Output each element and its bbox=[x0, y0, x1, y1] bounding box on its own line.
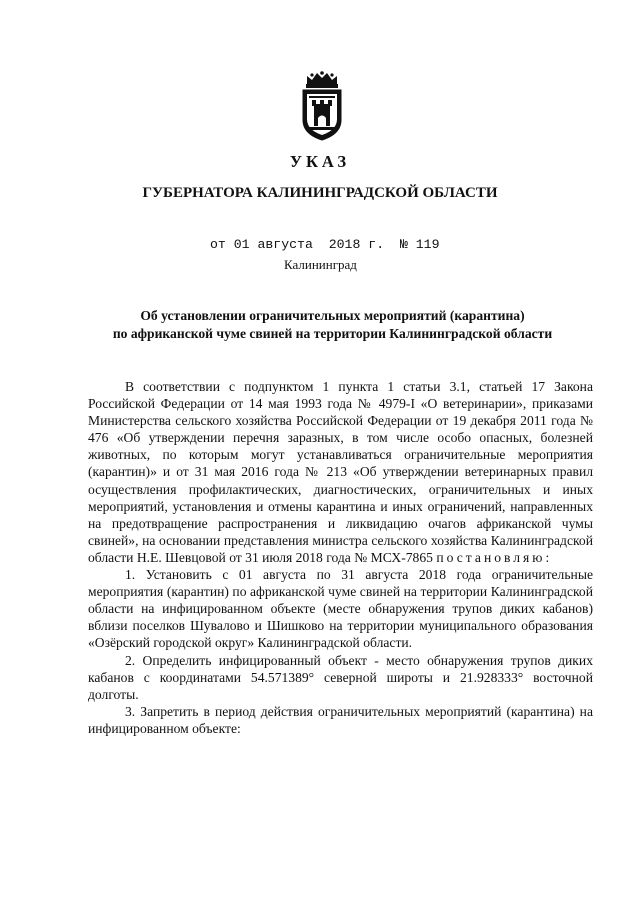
city-line: Калининград bbox=[284, 257, 357, 272]
resolve-word: постановляю: bbox=[436, 549, 553, 565]
item-3-paragraph: 3. Запретить в период действия ограничительных мероприятий (карантина) на инфицированном объекте: bbox=[88, 703, 593, 736]
item-1-paragraph: 1. Установить с 01 августа по 31 августа 2018 года ограничительные мероприятия (карантин) по африканской чуме свиней на территории Калининградской области на инфицированном объекте (месте обнаружения трупов диких кабанов) вблизи поселков Шувалово и Шишково на территории муниципального образования «Озёрский городской округ» Калининградской области. bbox=[88, 567, 593, 651]
document-type-heading: УКАЗ bbox=[289, 152, 351, 171]
issuer-heading: ГУБЕРНАТОРА КАЛИНИНГРАДСКОЙ ОБЛАСТИ bbox=[142, 185, 498, 201]
preamble-text: В соответствии с подпунктом 1 пункта 1 статьи 3.1, статьей 17 Закона Российской Федерации от 14 мая 1993 года № 4979-I «О ветеринарии», приказами Министерства сельского хозяйства Российской Федерации от 19 декабря 2011 года № 476 «Об утверждении перечня заразных, в том числе особо опасных, болезней животных, по которым могут устанавливаться ограничительные мероприятия (карантин)» и от 31 мая 2016 года № 213 «Об утверждении ветеринарных правил осуществления профилактических, диагностических, ограничительных и иных мероприятий, установления и отмены карантина и иных ограничений, направленных на предотвращение распространения и ликвидацию очагов африканской чумы свиней», на основании представления министра сельского хозяйства Калининградской области Н.Е. Шевцовой от 31 июля 2018 года № МСХ-7865 bbox=[88, 379, 593, 565]
decree-title-line-2: по африканской чуме свиней на территории Калининградской области bbox=[112, 326, 553, 341]
decree-title-line-1: Об установлении ограничительных мероприятий (карантина) bbox=[140, 308, 525, 323]
item-2-paragraph: 2. Определить инфицированный объект - место обнаружения трупов диких кабанов с координатами 54.571389° северной широты и 21.928333° восточной долготы. bbox=[88, 652, 593, 702]
decree-body bbox=[88, 378, 593, 737]
decree-title bbox=[60, 307, 605, 343]
coat-of-arms-icon bbox=[299, 70, 345, 142]
date-number-line: от 01 августа 2018 г. № 119 bbox=[210, 237, 440, 252]
preamble-paragraph bbox=[88, 378, 593, 566]
